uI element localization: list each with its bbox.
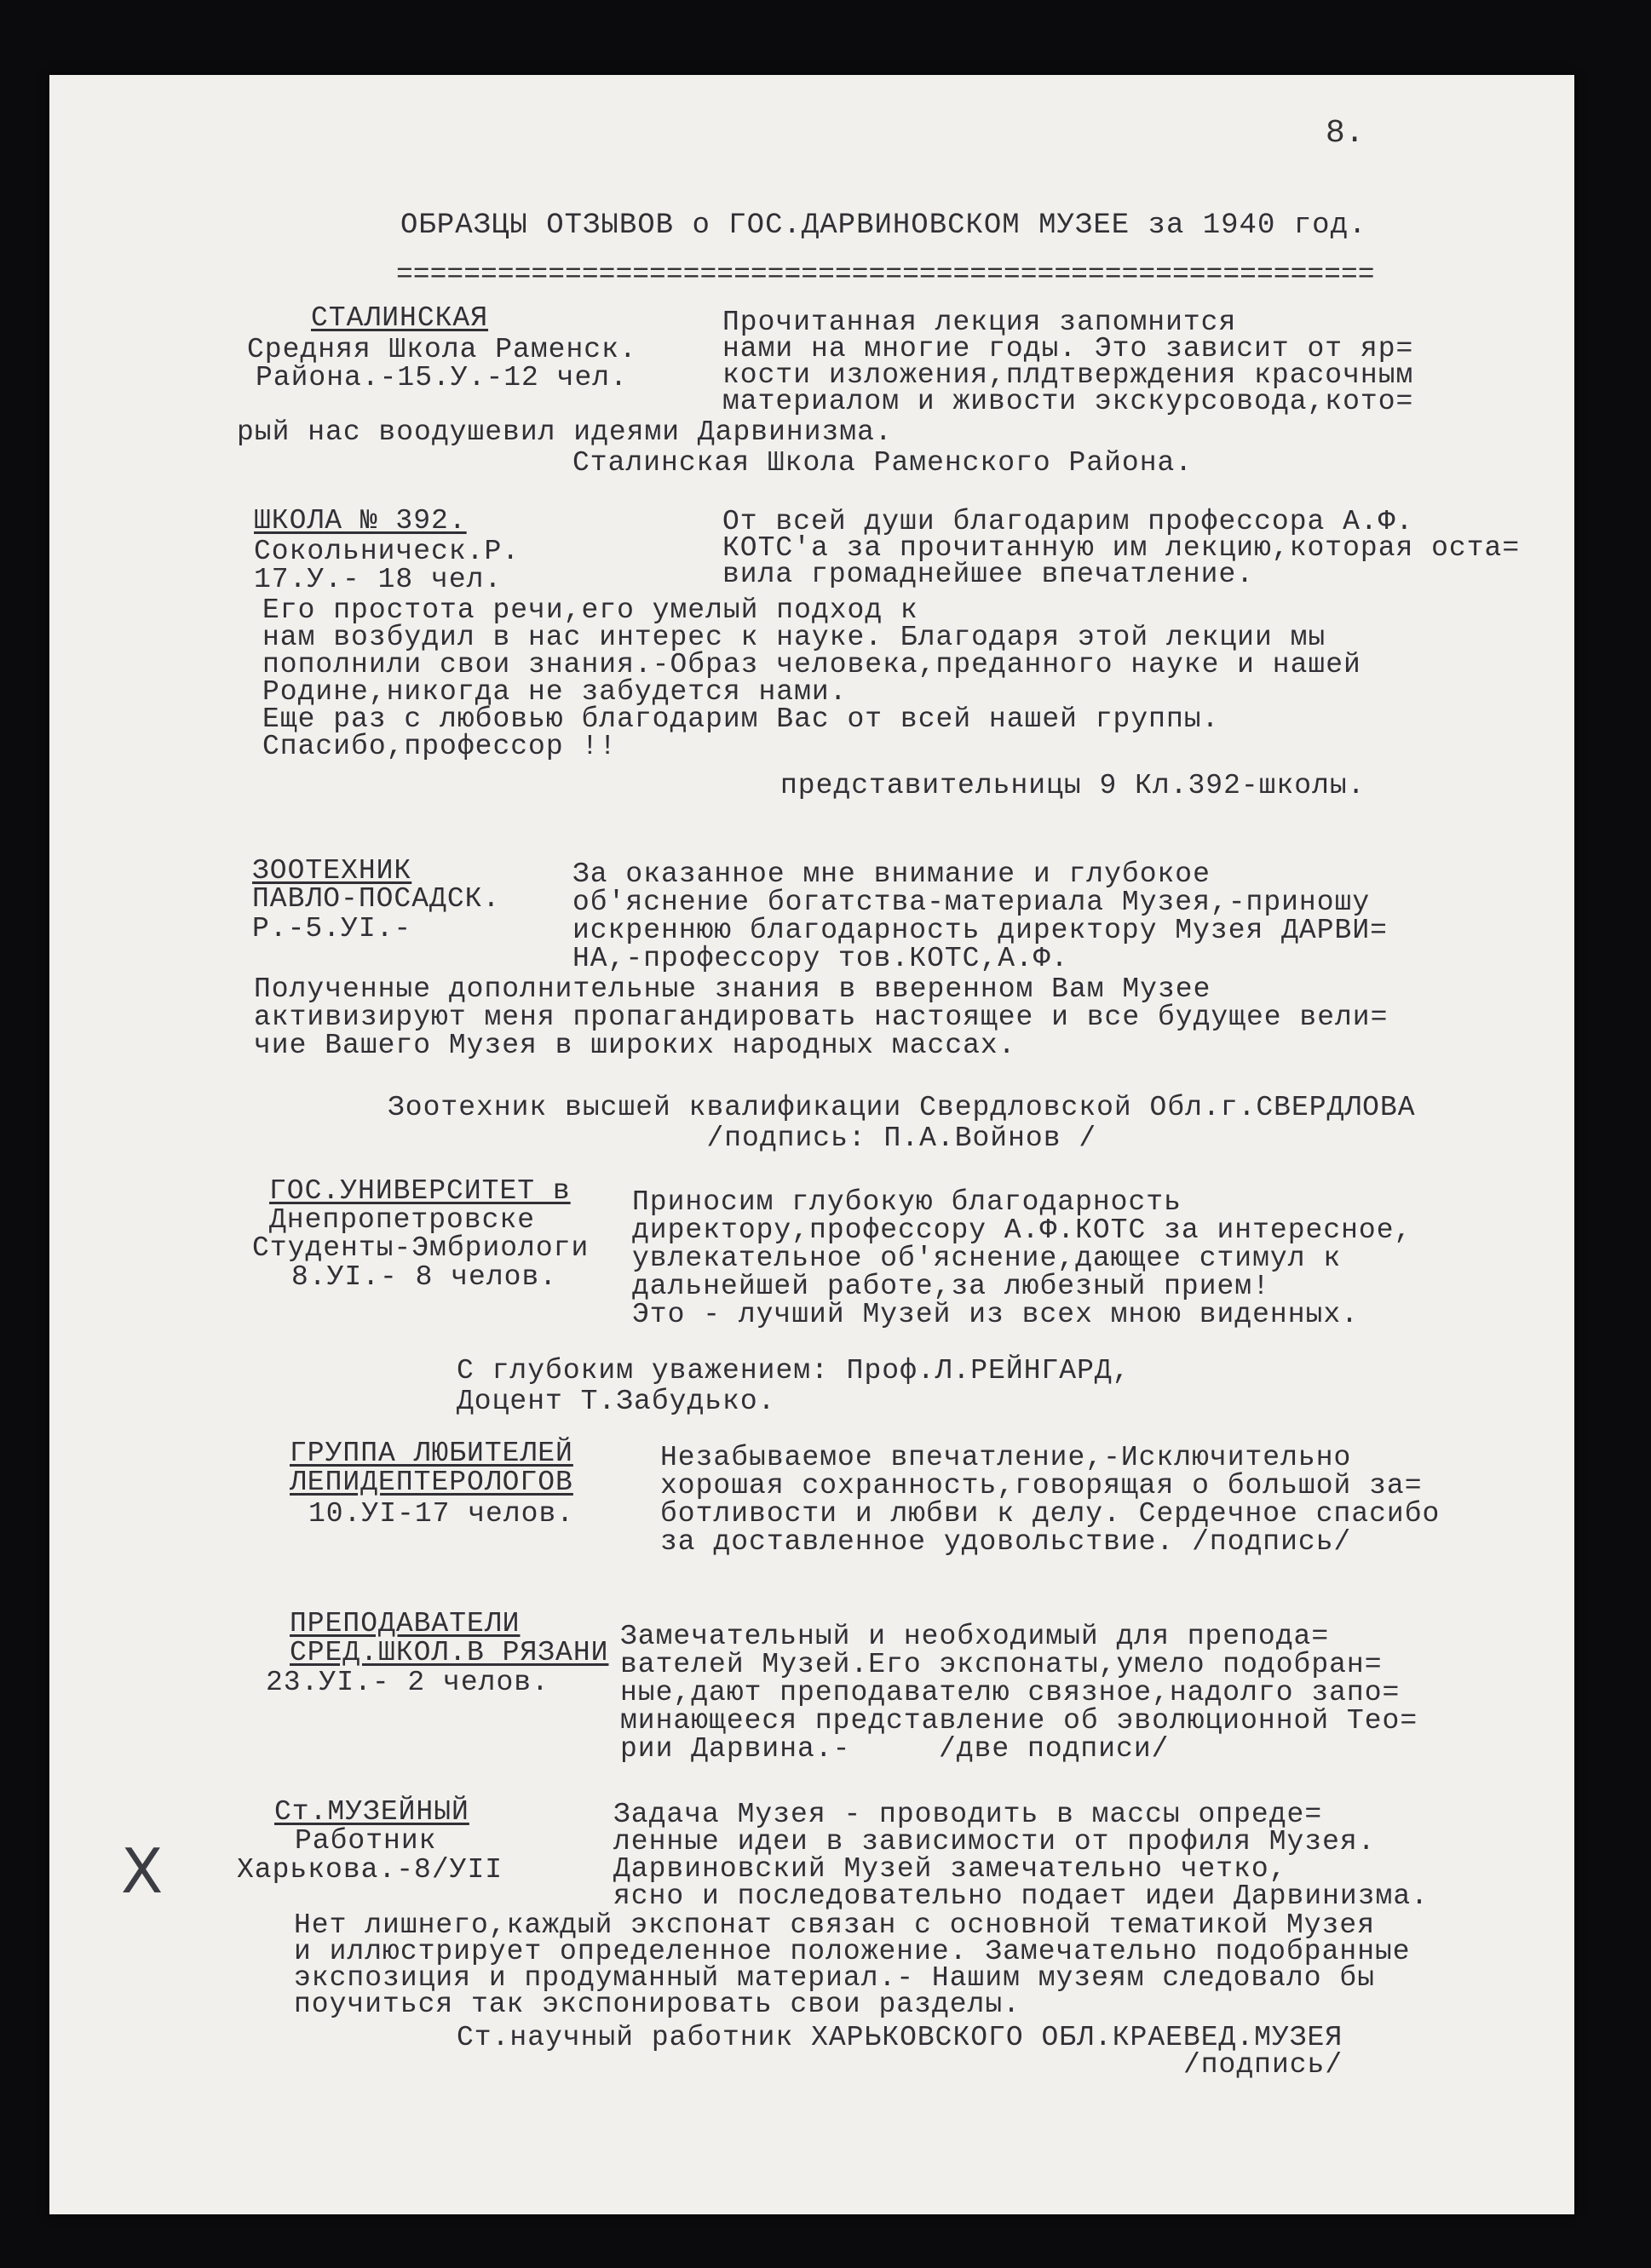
page-number: 8. <box>1326 115 1365 152</box>
review-5-heading: ГРУППА ЛЮБИТЕЛЕЙ ЛЕПИДЕПТЕРОЛОГОВ <box>290 1438 573 1498</box>
review-1-source-1: Средняя Школа Раменск. <box>247 334 637 365</box>
review-2-signature: представительницы 9 Кл.392-школы. <box>780 770 1366 801</box>
review-1-signature: Сталинская Школа Раменского Района. <box>572 447 1194 479</box>
review-7-signature: Ст.научный работник ХАРЬКОВСКОГО ОБЛ.КРАЕВЕД.МУЗЕЯ /подпись/ <box>457 2022 1343 2081</box>
review-4-source-3: 8.УI.- 8 челов. <box>291 1261 558 1293</box>
review-6-text: Замечательный и необходимый для препода= вателей Музей.Его экспонаты,умело подобран= ные,дают преподавателю связное,надолго запо= минающееся представление об эволюционной Тео= рии Дарвина.- <box>620 1621 1418 1765</box>
review-2-text: От всей души благодарим профессора А.Ф. КОТС'а за прочитанную им лекцию,которая оста= вила громаднейшее впечатление. <box>722 506 1521 590</box>
document-title: ОБРАЗЦЫ ОТЗЫВОВ о ГОС.ДАРВИНОВСКОМ МУЗЕЕ за 1940 год. <box>400 210 1367 242</box>
review-7-source-1: Работник <box>295 1825 437 1857</box>
review-6-signature: /две подписи/ <box>939 1733 1170 1765</box>
review-7-continuation: Нет лишнего,каждый экспонат связан с основной тематикой Музея и иллюстрирует определенное положение. Замечательно подобранные экспозиция и продуманный материал.- Нашим музеям следовало бы поучиться так экспонировать свои разделы. <box>294 1909 1411 2020</box>
review-5-source-1: 10.УI-17 челов. <box>308 1498 575 1530</box>
review-3-signature: Зоотехник высшей квалификации Свердловской Обл.г.СВЕРДЛОВА /подпись: П.А.Войнов / <box>388 1092 1416 1154</box>
review-3-heading: ЗООТЕХНИК <box>252 855 412 887</box>
review-3-text: За оказанное мне внимание и глубокое об'яснение богатства-материала Музея,-приношу искреннюю благодарность директору Музея ДАРВИ= НА,-профессору тов.КОТС,А.Ф. <box>572 858 1388 974</box>
review-4-source-2: Студенты-Эмбриологи <box>252 1232 590 1264</box>
review-6-heading: ПРЕПОДАВАТЕЛИ СРЕД.ШКОЛ.В РЯЗАНИ <box>290 1608 609 1668</box>
title-underline: ========================================================== <box>396 259 1375 290</box>
review-4-text: Приносим глубокую благодарность директору,профессору А.Ф.КОТС за интересное, увлекательное об'яснение,дающее стимул к дальнейшей работе,за любезный прием! Это - лучший Музей из всех мною виденных. <box>632 1186 1412 1330</box>
review-1-source-2: Района.-15.У.-12 чел. <box>256 362 628 393</box>
review-4-signature: С глубоким уважением: Проф.Л.РЕЙНГАРД, Доцент Т.Забудько. <box>457 1355 1130 1417</box>
review-2-heading: ШКОЛА № 392. <box>254 505 467 537</box>
review-7-source-2: Харькова.-8/УII <box>237 1854 503 1886</box>
review-4-source-1: Днепропетровске <box>269 1204 536 1236</box>
review-4-heading: ГОС.УНИВЕРСИТЕТ в <box>269 1175 571 1207</box>
review-1-continuation: рый нас воодушевил идеями Дарвинизма. <box>237 416 893 448</box>
review-7-heading: Ст.МУЗЕЙНЫЙ <box>274 1796 469 1828</box>
review-7-text: Задача Музея - проводить в массы опреде= ленные идеи в зависимости от профиля Музея. Дарвиновский Музей замечательно четко, ясно и последовательно подает идеи Дарвинизма. <box>613 1799 1429 1912</box>
review-5-text: Незабываемое впечатление,-Исключительно хорошая сохранность,говорящая о большой за= ботливости и любви к делу. Сердечное спасибо за доставленное удовольствие. /подпись/ <box>660 1442 1441 1558</box>
review-2-source-1: Сокольническ.Р. <box>254 536 521 567</box>
review-3-continuation: Полученные дополнительные знания в вверенном Вам Музее активизируют меня пропагандировать настоящее и все будущее вели= чие Вашего Музея в широких народных массах. <box>254 973 1389 1061</box>
review-2-continuation: Его простота речи,его умелый подход к нам возбудил в нас интерес к науке. Благодаря этой лекции мы пополнили свои знания.-Образ человека,преданного науке и нашей Родине,никогда не забудется нами. Еще раз с любовью благодарим Вас от всей нашей группы. Спасибо,профессор !! <box>262 594 1361 762</box>
review-1-heading: СТАЛИНСКАЯ <box>311 302 489 334</box>
review-3-source-2: Р.-5.УI.- <box>252 913 412 945</box>
review-3-source-1: ПАВЛО-ПОСАДСК. <box>252 883 501 915</box>
review-2-source-2: 17.У.- 18 чел. <box>254 564 503 595</box>
review-1-text: Прочитанная лекция запомнится нами на многие годы. Это зависит от яр= кости изложения,плдтверждения красочным материалом и живости экскурсовода,кото= <box>722 307 1414 417</box>
margin-x-mark: X <box>121 1835 164 1907</box>
review-6-source-1: 23.УI.- 2 челов. <box>266 1667 549 1698</box>
